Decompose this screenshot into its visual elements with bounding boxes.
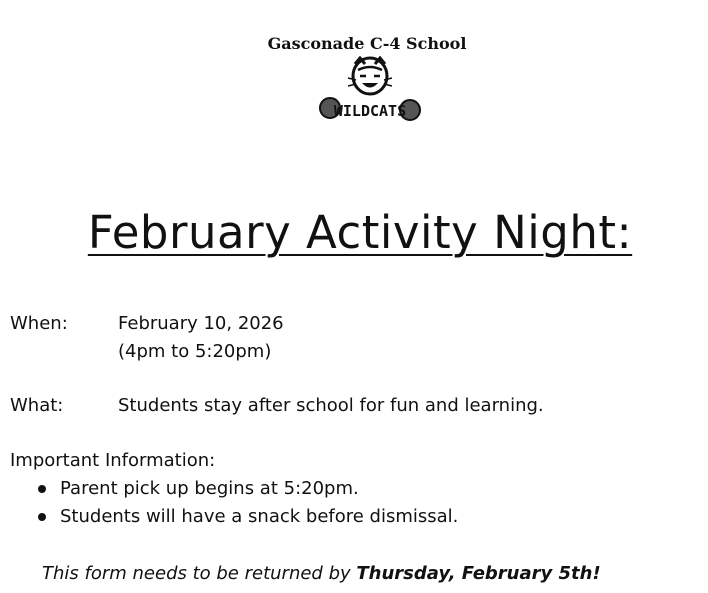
when-time: (4pm to 5:20pm) bbox=[118, 341, 272, 362]
return-notice-text: This form needs to be returned by bbox=[42, 563, 357, 584]
logo-text: WILDCATS bbox=[333, 102, 407, 120]
when-label: When: bbox=[10, 313, 68, 334]
list-item-text: Parent pick up begins at 5:20pm. bbox=[60, 478, 359, 499]
what-label: What: bbox=[10, 395, 64, 416]
what-text: Students stay after school for fun and learning. bbox=[118, 395, 544, 416]
list-item bbox=[38, 478, 359, 499]
wildcats-logo bbox=[318, 56, 422, 122]
school-name: Gasconade C-4 School bbox=[267, 34, 467, 53]
list-item-text: Students will have a snack before dismissal. bbox=[60, 506, 459, 527]
bullet-icon bbox=[38, 485, 46, 493]
when-date: February 10, 2026 bbox=[118, 313, 284, 334]
return-notice bbox=[42, 563, 601, 584]
page-title: February Activity Night: bbox=[87, 206, 633, 259]
bullet-icon bbox=[38, 513, 46, 521]
list-item bbox=[38, 506, 458, 527]
wildcat-head-icon bbox=[348, 58, 392, 94]
return-deadline: Thursday, February 5th! bbox=[356, 563, 601, 584]
important-heading: Important Information: bbox=[10, 450, 216, 471]
